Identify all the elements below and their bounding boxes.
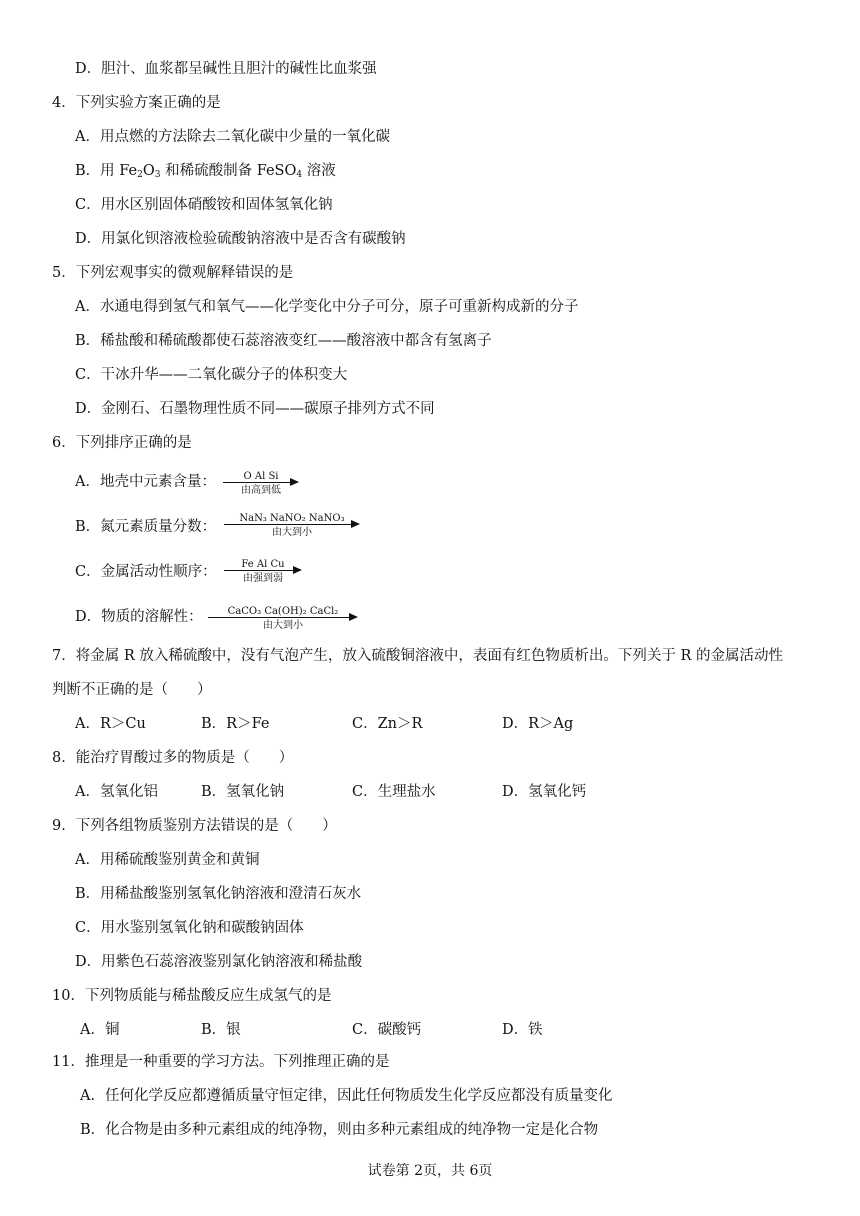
option-4b: [75, 161, 336, 185]
arrow-6c-shaft: [224, 570, 295, 571]
option-8b: B．氢氧化钠: [201, 784, 285, 800]
options-7: [75, 714, 775, 734]
option-4c: C．用水区别固体硝酸铵和固体氢氧化钠: [75, 197, 333, 213]
option-4b-text-3: 和稀硫酸制备 FeSO: [160, 163, 297, 179]
option-7b: B．R＞Fe: [201, 716, 270, 732]
option-6c: C．金属活动性顺序：: [75, 564, 217, 580]
option-5a: A．水通电得到氢气和氧气——化学变化中分子可分，原子可重新构成新的分子: [75, 299, 579, 315]
option-9d: D．用紫色石蕊溶液鉴别氯化钠溶液和稀盐酸: [75, 954, 363, 970]
line-q3d: D．胆汁、血浆都呈碱性且胆汁的碱性比血浆强: [75, 61, 377, 77]
option-10a: A．铜: [80, 1022, 120, 1038]
option-9a: A．用稀硫酸鉴别黄金和黄铜: [75, 852, 260, 868]
option-5d: D．金刚石、石墨物理性质不同——碳原子排列方式不同: [75, 401, 435, 417]
arrow-6d-shaft: [208, 617, 351, 618]
option-9b: B．用稀盐酸鉴别氢氧化钠溶液和澄清石灰水: [75, 886, 362, 902]
question-7-line-2: 判断不正确的是（ ）: [52, 682, 212, 698]
option-4b-sub-1: 2: [137, 170, 143, 180]
option-11a: A．任何化学反应都遵循质量守恒定律，因此任何物质发生化学反应都没有质量变化: [80, 1088, 613, 1104]
arrow-6a-shaft: [223, 482, 292, 483]
question-7-line-1: 7．将金属 R 放入稀硫酸中，没有气泡产生，放入硫酸铜溶液中，表面有红色物质析出。下列关于 R 的金属活动性: [52, 648, 783, 664]
option-10d: D．铁: [502, 1022, 543, 1038]
option-4b-text-1: B．用 Fe: [75, 163, 138, 179]
option-4b-text-2: O: [142, 163, 155, 179]
option-7c: C．Zn＞R: [352, 716, 423, 732]
option-4d: D．用氯化钡溶液检验硫酸钠溶液中是否含有碳酸钠: [75, 231, 406, 247]
arrow-6b-above: NaN₃ NaNO₂ NaNO₃: [239, 513, 345, 524]
option-10c: C．碳酸钙: [352, 1022, 422, 1038]
page-footer: 试卷第 2页，共 6页: [367, 1163, 493, 1179]
option-7d: D．R＞Ag: [502, 716, 574, 732]
arrow-6c-above: Fe Al Cu: [241, 559, 285, 570]
question-9: 9．下列各组物质鉴别方法错误的是（ ）: [52, 818, 337, 834]
option-5b: B．稀盐酸和稀硫酸都使石蕊溶液变红——酸溶液中都含有氢离子: [75, 333, 492, 349]
option-9c: C．用水鉴别氢氧化钠和碳酸钠固体: [75, 920, 304, 936]
arrow-6c-below: 由强到弱: [243, 573, 283, 584]
option-6d: D．物质的溶解性：: [75, 609, 203, 625]
option-11b: B．化合物是由多种元素组成的纯净物，则由多种元素组成的纯净物一定是化合物: [80, 1122, 599, 1138]
option-10b: B．银: [201, 1022, 241, 1038]
option-4a: A．用点燃的方法除去二氧化碳中少量的一氧化碳: [75, 129, 390, 145]
options-10: [80, 1020, 780, 1040]
option-4b-sub-3: 4: [296, 170, 303, 180]
arrow-6b-shaft: [224, 524, 353, 525]
option-4b-text-4: 溶液: [302, 163, 336, 179]
question-8: 8．能治疗胃酸过多的物质是（ ）: [52, 750, 294, 766]
option-7a: A．R＞Cu: [75, 716, 146, 732]
options-8: [75, 782, 775, 802]
option-5c: C．干冰升华——二氧化碳分子的体积变大: [75, 367, 348, 383]
option-8d: D．氢氧化钙: [502, 784, 587, 800]
question-4: 4．下列实验方案正确的是: [52, 95, 221, 111]
arrow-6a-below: 由高到低: [241, 485, 281, 496]
arrow-6d-below: 由大到小: [263, 620, 303, 631]
question-11: 11．推理是一种重要的学习方法。下列推理正确的是: [52, 1054, 390, 1070]
option-8c: C．生理盐水: [352, 784, 436, 800]
question-10: 10．下列物质能与稀盐酸反应生成氢气的是: [52, 988, 332, 1004]
arrow-6b-below: 由大到小: [272, 527, 312, 538]
option-6a: A．地壳中元素含量：: [75, 474, 216, 490]
arrow-6d-above: CaCO₃ Ca(OH)₂ CaCl₂: [227, 606, 339, 617]
question-6: 6．下列排序正确的是: [52, 435, 192, 451]
question-5: 5．下列宏观事实的微观解释错误的是: [52, 265, 294, 281]
arrow-6a-above: O Al Si: [243, 471, 279, 482]
option-4b-sub-2: 3: [154, 170, 161, 180]
option-8a: A．氢氧化铝: [75, 784, 158, 800]
option-6b: B．氮元素质量分数：: [75, 519, 217, 535]
